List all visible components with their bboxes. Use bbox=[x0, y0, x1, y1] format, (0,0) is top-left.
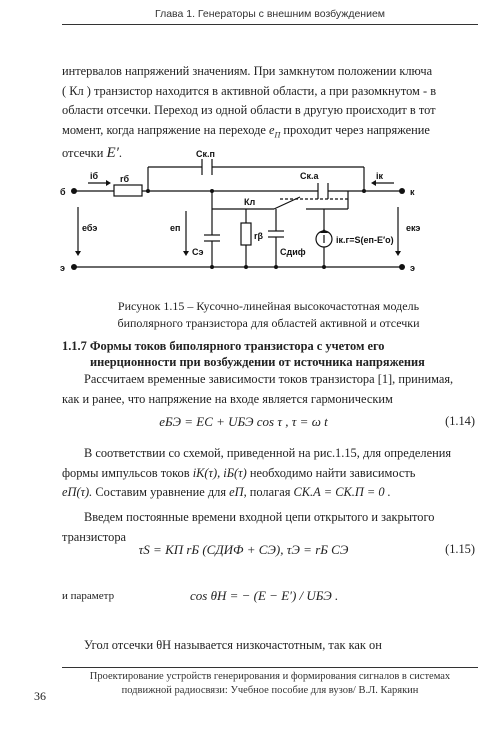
label-ce: Сэ bbox=[192, 247, 204, 257]
intro-line-2: ( Кл ) транзистор находится в активной области, а при разомкнутом - в bbox=[62, 83, 437, 98]
caption-line-2: биполярного транзистора для областей активной и отсечки bbox=[117, 316, 420, 330]
label-ib: iб bbox=[90, 171, 99, 181]
intro-paragraph bbox=[62, 62, 475, 164]
section-number: 1.1.7 bbox=[62, 339, 87, 353]
intro-line-3: области отсечки. Переход из одной области в другую происходит в тот bbox=[62, 103, 436, 117]
p3-line-1: Введем постоянные времени входной цепи открытого и закрытого bbox=[84, 510, 435, 524]
section-title-1: Формы токов биполярного транзистора с учетом его bbox=[89, 339, 385, 353]
label-k: к bbox=[410, 187, 415, 197]
label-rbeta: rβ bbox=[254, 231, 263, 241]
p4-text: Угол отсечки θН называется низкочастотным, так как он bbox=[84, 638, 382, 652]
intro-line-1: интервалов напряжений значениям. При замкнутом положении ключа bbox=[62, 64, 433, 78]
section-heading bbox=[62, 338, 475, 370]
math-currents: iК(τ), iБ(τ) bbox=[192, 465, 247, 480]
page-number: 36 bbox=[34, 689, 46, 703]
p2-line-1: В соответствии со схемой, приведенной на рис.1.15, для определения bbox=[84, 446, 452, 460]
paragraph-1 bbox=[62, 370, 475, 409]
equation-1-14 bbox=[62, 410, 475, 436]
eq-1-14-number: (1.14) bbox=[445, 414, 475, 428]
label-b: б bbox=[60, 187, 66, 197]
footer-line-2: подвижной радиосвязи: Учебное пособие для вузов/ В.Л. Карякин bbox=[121, 685, 419, 696]
p2-line-3a: Составим уравнение для bbox=[95, 485, 227, 499]
eq-1-15-body: τS = KП rБ (CДИФ + CЭ), τЭ = rБ CЭ bbox=[138, 542, 349, 557]
equation-param: cos θН = − (E − E′) / UБЭ . bbox=[190, 588, 339, 603]
math-E-prime: E′ bbox=[106, 145, 119, 162]
label-e-left: э bbox=[60, 263, 65, 273]
intro-line-4b: проходит через напряжение bbox=[283, 122, 430, 137]
math-e: e bbox=[269, 122, 275, 137]
equation-1-15 bbox=[62, 538, 475, 564]
label-en: еп bbox=[170, 223, 181, 233]
label-e-right: э bbox=[410, 263, 415, 273]
paragraph-2 bbox=[62, 444, 475, 503]
label-rb: rб bbox=[120, 174, 130, 184]
math-ep: eП bbox=[229, 485, 244, 499]
math-ep-tau: eП(τ). bbox=[62, 485, 93, 499]
running-header: Глава 1. Генераторы с внешним возбуждением bbox=[62, 6, 478, 25]
p2-line-3b: , полагая bbox=[243, 485, 291, 499]
paragraph-4 bbox=[62, 636, 475, 656]
math-sub-P: П bbox=[274, 129, 281, 139]
label-source: iк.г=S(еп-Е′о) bbox=[336, 235, 394, 245]
p2-line-2a: формы импульсов токов bbox=[62, 465, 190, 480]
math-cka-ckp: CК.А = CК.П = 0 . bbox=[293, 485, 391, 499]
figure-caption bbox=[62, 298, 475, 332]
label-cdif: Сдиф bbox=[280, 247, 306, 257]
eq-1-14-body: eБЭ = EС + UБЭ cos τ , τ = ω t bbox=[159, 414, 328, 429]
label-ik: iк bbox=[376, 171, 384, 181]
intro-line-5b: . bbox=[118, 146, 122, 161]
intro-line-5a: отсечки bbox=[62, 146, 104, 161]
footer-divider bbox=[62, 667, 478, 668]
p3-line-2: транзистора bbox=[62, 529, 127, 544]
param-label: и параметр bbox=[62, 590, 115, 602]
p2-line-2b: необходимо найти зависимость bbox=[249, 465, 416, 480]
label-eke: екэ bbox=[406, 223, 421, 233]
label-ck-a: Ск.а bbox=[300, 171, 319, 181]
footer bbox=[62, 670, 478, 698]
label-kl: Кл bbox=[244, 197, 256, 207]
eq-1-15-number: (1.15) bbox=[445, 542, 475, 556]
p1-line-2: как и ранее, что напряжение на входе является гармоническим bbox=[62, 391, 393, 406]
label-ebe: ебэ bbox=[82, 223, 98, 233]
caption-line-1: Рисунок 1.15 – Кусочно-линейная высокочастотная модель bbox=[117, 299, 420, 313]
label-ck-p: Ск.п bbox=[196, 149, 215, 159]
intro-line-4a: момент, когда напряжение на переходе bbox=[62, 122, 266, 137]
footer-line-1: Проектирование устройств генерирования и формирования сигналов в системах bbox=[89, 671, 451, 682]
section-title-2: инерционности при возбуждении от источника напряжения bbox=[90, 355, 425, 369]
p1-line-1: Рассчитаем временные зависимости токов транзистора [1], принимая, bbox=[84, 372, 454, 386]
